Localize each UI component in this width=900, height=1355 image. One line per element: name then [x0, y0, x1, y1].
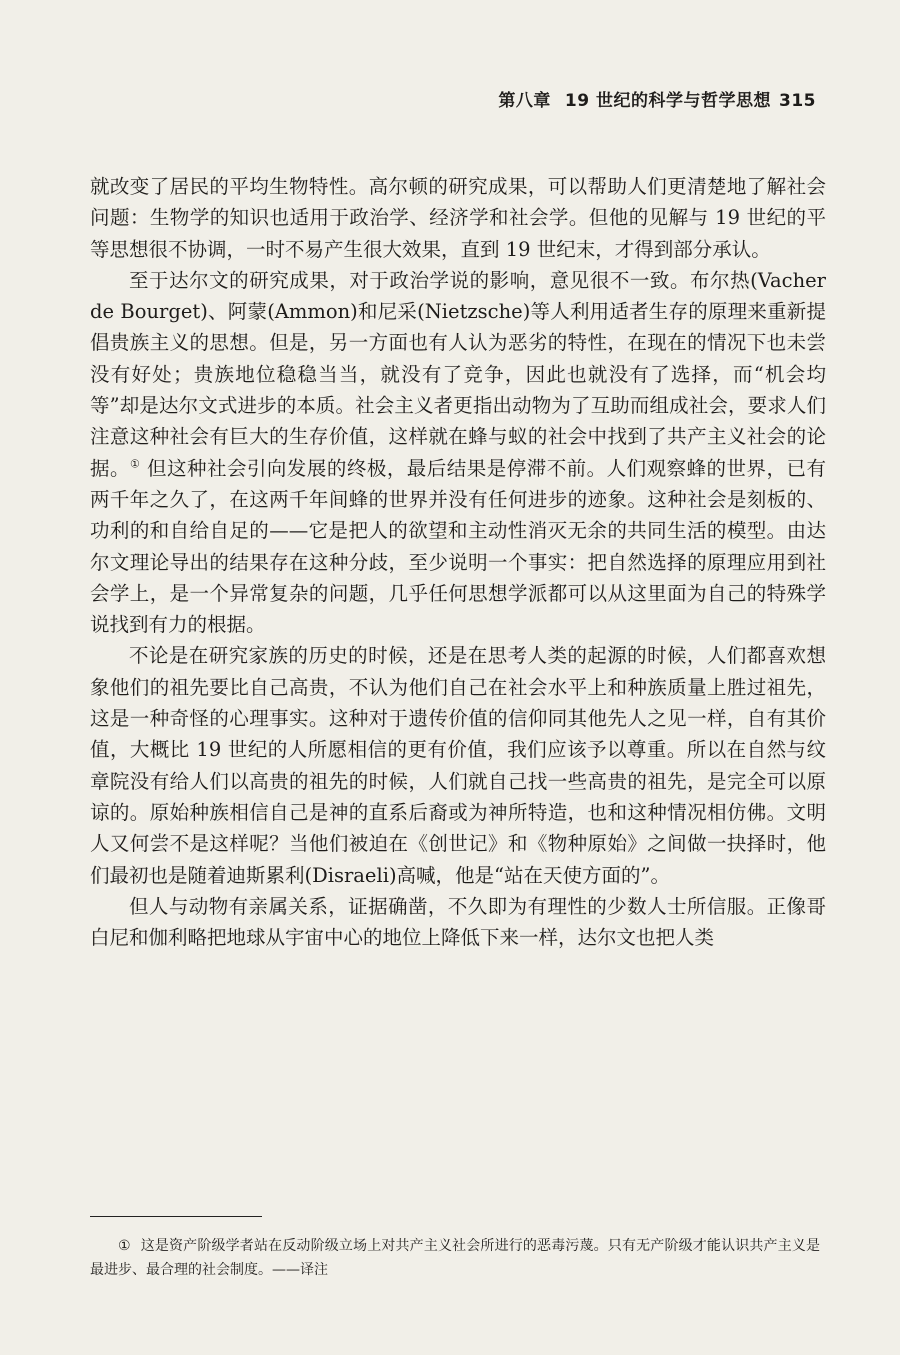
body-text [90, 171, 826, 953]
footnote-divider [90, 1216, 262, 1217]
running-header [498, 86, 816, 111]
paragraph-2 [90, 265, 826, 641]
paragraph-2-text: 至于达尔文的研究成果，对于政治学说的影响，意见很不一致。布尔热(Vacher de Bourget)、阿蒙(Ammon)和尼采(Nietzsche)等人利用适者生存的原理来重新提倡贵族主义的思想。但是，另一方面也有人认为恶劣的特性，在现在的情况下也未尝没有好处；贵族地位稳稳当当，就没有了竞争，因此也就没有了选择，而“机会均等”却是达尔文式进步的本质。社会主义者更指出动物为了互助而组成社会，要求人们注意这种社会有巨大的生存价值，这样就在蜂与蚁的社会中找到了共产主义社会的论据。 [90, 268, 826, 480]
paragraph-1: 就改变了居民的平均生物特性。高尔顿的研究成果，可以帮助人们更清楚地了解社会问题：生物学的知识也适用于政治学、经济学和社会学。但他的见解与 19 世纪的平等思想很不协调，一时不易产生很大效果，直到 19 世纪末，才得到部分承认。 [90, 175, 826, 261]
paragraph-2-text-continued: 但这种社会引向发展的终极，最后结果是停滞不前。人们观察蜂的世界，已有两千年之久了，在这两千年间蜂的世界并没有任何进步的迹象。这种社会是刻板的、功利的和自给自足的——它是把人的欲望和主动性消灭无余的共同生活的模型。由达尔文理论导出的结果存在这种分歧，至少说明一个事实：把自然选择的原理应用到社会学上，是一个异常复杂的问题，几乎任何思想学派都可以从这里面为自己的特殊学说找到有力的根据。 [90, 456, 826, 637]
footnote-reference: ① [129, 457, 141, 471]
paragraph-4: 但人与动物有亲属关系，证据确凿，不久即为有理性的少数人士所信服。正像哥白尼和伽利略把地球从宇宙中心的地位上降低下来一样，达尔文也把人类 [90, 894, 826, 950]
section-title: 19 世纪的科学与哲学思想 [564, 91, 771, 111]
footnote [90, 1234, 820, 1282]
paragraph-3: 不论是在研究家族的历史的时候，还是在思考人类的起源的时候，人们都喜欢想象他们的祖先要比自己高贵，不认为他们自己在社会水平上和种族质量上胜过祖先，这是一种奇怪的心理事实。这种对于遗传价值的信仰同其他先人之见一样，自有其价值，大概比 19 世纪的人所愿相信的更有价值，我们应该予以尊重。所以在自然与纹章院没有给人们以高贵的祖先的时候，人们就自己找一些高贵的祖先，是完全可以原谅的。原始种族相信自己是神的直系后裔或为神所特造，也和这种情况相仿佛。文明人又何尝不是这样呢？当他们被迫在《创世记》和《物种原始》之间做一抉择时，他们最初也是随着迪斯累利(Disraeli)高喊，他是“站在天使方面的”。 [90, 644, 826, 887]
chapter-label: 第八章 [498, 91, 551, 111]
page-number: 315 [779, 91, 816, 111]
footnote-text: 这是资产阶级学者站在反动阶级立场上对共产主义社会所进行的恶毒污蔑。只有无产阶级才能认识共产主义是最进步、最合理的社会制度。——译注 [90, 1238, 820, 1278]
footnote-mark: ① [118, 1238, 131, 1254]
